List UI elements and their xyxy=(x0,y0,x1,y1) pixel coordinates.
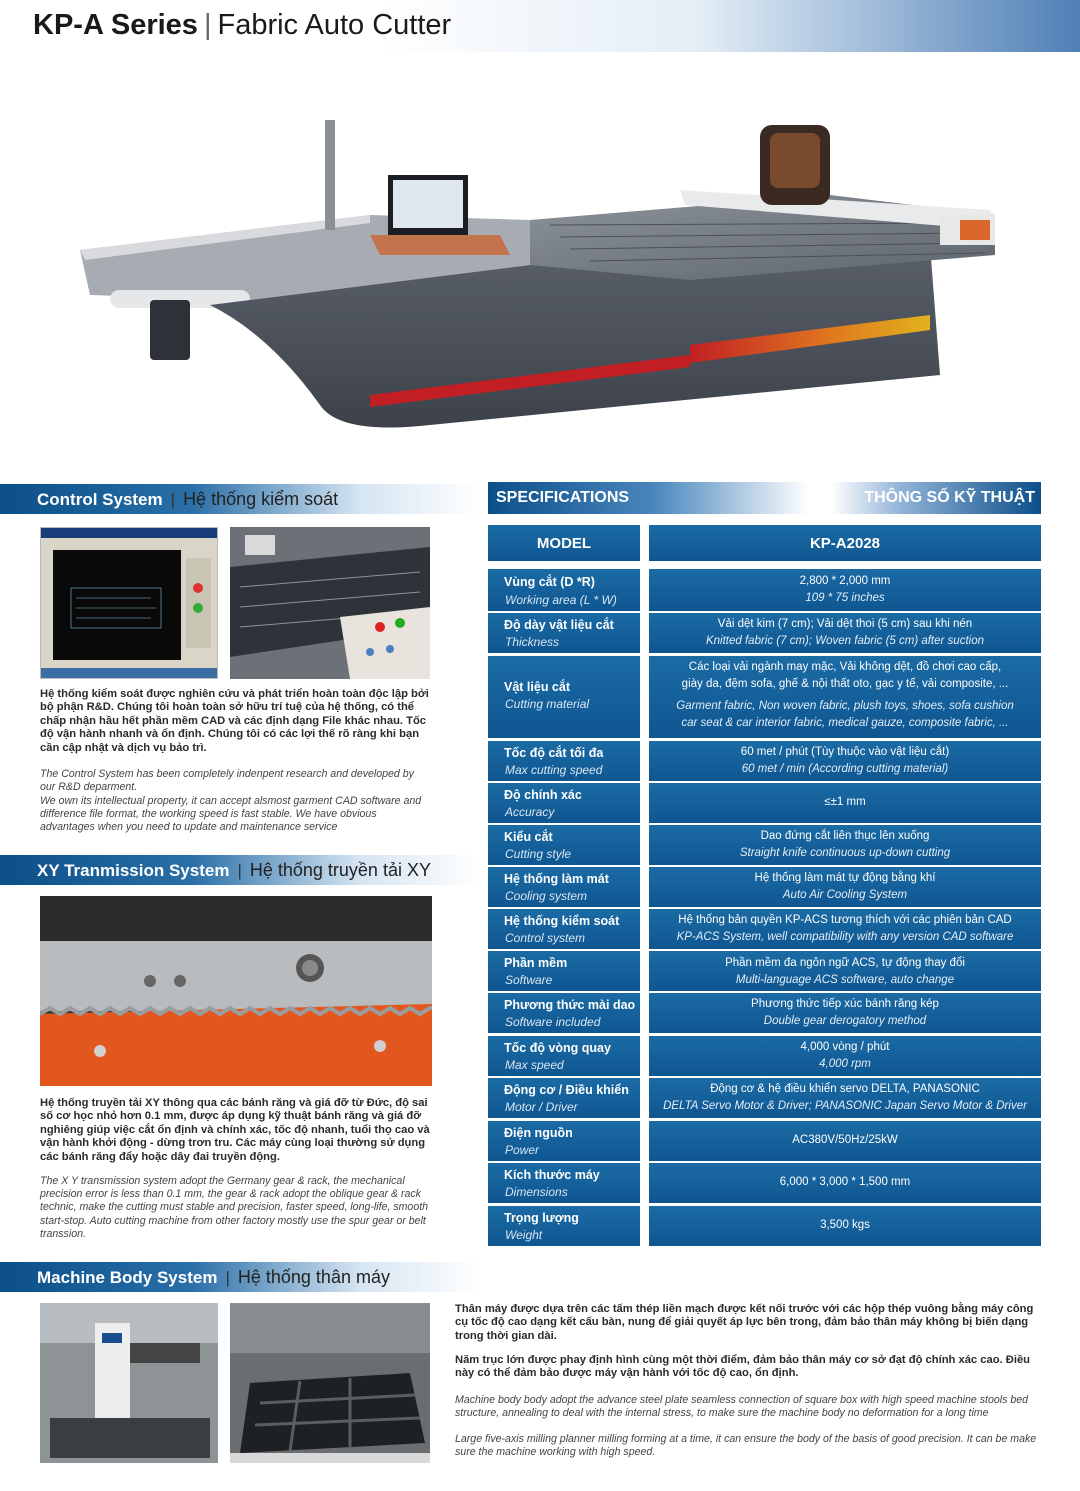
spec-value-vi: 6,000 * 3,000 * 1,500 mm xyxy=(779,1176,911,1188)
spec-header-row xyxy=(488,525,1041,561)
spec-row-dimensions xyxy=(488,1163,1041,1203)
specifications-banner xyxy=(488,482,1041,514)
xy-text-en: The X Y transmission system adopt the Germany gear & rack, the mechanical precision error is less than 0.1 mm, the gear & rack adopt the oblique gear & rack technic, make the cutting must stable and precision, faster speed, long-life, smooth start-stop. Auto cutting machine from other factory mostly use the spur gear or belt transsion. xyxy=(40,1175,429,1240)
xy-system-title-en: XY Tranmission System xyxy=(37,861,230,880)
spec-value-vi: Hệ thống làm mát tự động bằng khí xyxy=(754,872,936,884)
xy-system-banner xyxy=(0,855,480,885)
control-system-title-vi: Hệ thống kiểm soát xyxy=(183,489,339,509)
spec-row-rotation-speed xyxy=(488,1036,1041,1076)
spec-label-en: Power xyxy=(505,1143,540,1157)
spec-label-en: Software xyxy=(505,973,553,987)
spec-label-vi: Vật liệu cắt xyxy=(504,680,570,694)
spec-value-en: 60 met / min (According cutting material) xyxy=(741,762,949,775)
title-separator: | xyxy=(203,9,212,41)
spec-value-en: 4,000 rpm xyxy=(819,1057,871,1070)
spec-label-en: Motor / Driver xyxy=(505,1100,578,1114)
spec-row-motor-driver xyxy=(488,1078,1041,1118)
spec-label-vi: Độ dày vật liệu cắt xyxy=(504,618,614,632)
spec-value-vi: Phương thức tiếp xúc bánh răng kép xyxy=(751,998,939,1010)
spec-row-max-speed xyxy=(488,741,1041,781)
spec-row-knife-grinding xyxy=(488,993,1041,1033)
spec-value-vi: 2,800 * 2,000 mm xyxy=(799,575,891,587)
spec-value-vi: Hệ thống bản quyền KP-ACS tương thích với các phiên bản CAD xyxy=(678,914,1012,926)
body-text-vi-2: Năm trục lớn được phay định hình cùng một thời điểm, đảm bảo thân máy cơ sở đạt độ chính xác cao. Điều này có thể đảm bảo được máy vận hành với tốc độ cao, ổn định. xyxy=(455,1354,1030,1380)
spec-value-vi: 4,000 vòng / phút xyxy=(800,1041,890,1053)
spec-row-power xyxy=(488,1121,1041,1161)
page-title xyxy=(33,9,451,42)
spec-value-en: DELTA Servo Motor & Driver; PANASONIC Japan Servo Motor & Driver xyxy=(663,1099,1027,1112)
spec-label-vi: Điện nguồn xyxy=(504,1126,573,1140)
spec-value-en: Straight knife continuous up-down cutting xyxy=(739,846,951,859)
control-text-vi: Hệ thống kiểm soát được nghiên cứu và phát triển hoàn toàn độc lập bởi bộ phận R&D. Chúng tôi hoàn toàn sở hữu trí tuệ của hệ thống, có thể chấp nhận hầu hết phần mềm CAD và các định dạng File khác nhau. Tốc độ vận hành nhanh và ổn định. Chúng tôi có các lợi thế rõ ràng khi bạn cần cập nhật và dịch vụ bảo trì. xyxy=(40,688,429,754)
spec-value-en: Auto Air Cooling System xyxy=(782,888,908,901)
spec-label-vi: Trọng lượng xyxy=(504,1211,579,1225)
spec-value-vi: Dao đứng cắt liên thục lên xuống xyxy=(760,830,930,842)
spec-value-vi: 3,500 kgs xyxy=(820,1219,870,1231)
spec-value-en: KP-ACS System, well compatibility with any version CAD software xyxy=(676,930,1014,943)
spec-row-weight xyxy=(488,1206,1041,1246)
spec-label-vi: Kích thước máy xyxy=(504,1168,600,1182)
spec-row-working-area xyxy=(488,569,1041,611)
body-text-vi-1: Thân máy được dựa trên các tấm thép liền mạch được kết nối trước với các hộp thép vuông bằng máy công cụ tốc độ cao dạng kết cấu bàn, nung để giải quyết áp lực bên trong, đảm bảo thân máy không bị biến dạng trong thời gian dài. xyxy=(455,1303,1034,1342)
series-name: KP-A Series xyxy=(33,9,198,41)
spec-value-en: Double gear derogatory method xyxy=(763,1014,927,1027)
spec-label-vi: Phương thức mài dao xyxy=(504,998,636,1012)
specifications-title-vi: THÔNG SỐ KỸ THUẬT xyxy=(864,489,1035,506)
milling-machine-photo xyxy=(40,1303,218,1463)
spec-row-accuracy xyxy=(488,783,1041,823)
spec-label-en: Cutting style xyxy=(505,847,572,861)
spec-value-vi: Phần mềm đa ngôn ngữ ACS, tự động thay đổi xyxy=(725,957,965,969)
spec-value-vi: giày da, đệm sofa, ghế & nội thất oto, gạc y tế, vải composite, ... xyxy=(681,677,1009,690)
spec-label-en: Thickness xyxy=(505,635,560,649)
banner-separator: | xyxy=(170,490,176,509)
spec-label-vi: Hệ thống làm mát xyxy=(504,872,609,886)
spec-label-vi: Phần mềm xyxy=(504,956,568,970)
body-text-en-1: Machine body body adopt the advance steel plate seamless connection of square box with high speed machine stools bed structure, annealing to deal with the internal stress, to make sure the machine body no deformation for a long time xyxy=(455,1394,1029,1420)
spec-value-vi: Vải dệt kim (7 cm); Vải dệt thoi (5 cm) sau khi nén xyxy=(717,618,973,630)
spec-value-vi: ≤±1 mm xyxy=(824,796,866,808)
spec-label-vi: Độ chính xác xyxy=(504,788,582,802)
control-system-title-en: Control System xyxy=(37,490,163,509)
product-name: Fabric Auto Cutter xyxy=(217,9,452,41)
machine-body-title-vi: Hệ thống thân máy xyxy=(237,1267,390,1287)
spec-value-vi: Các loại vải ngành may mặc, Vải không dệt, đồ chơi cao cấp, xyxy=(688,661,1002,673)
spec-label-vi: Kiểu cắt xyxy=(504,830,553,844)
control-text-en-1: The Control System has been completely indenpent research and developed by our R&D deparment. xyxy=(40,768,414,794)
spec-label-en: Cutting material xyxy=(505,697,590,711)
spec-value-en: 109 * 75 inches xyxy=(805,591,885,604)
model-value: KP-A2028 xyxy=(809,535,881,552)
spec-value-en: car seat & car interior fabric, medical gauze, composite fabric, ... xyxy=(681,716,1009,729)
spec-label-en: Max cutting speed xyxy=(505,763,603,777)
spec-row-software xyxy=(488,951,1041,991)
banner-separator: | xyxy=(225,1268,230,1287)
control-software-screenshot xyxy=(40,527,218,679)
spec-label-vi: Vùng cắt (D *R) xyxy=(504,575,595,589)
spec-label-en: Weight xyxy=(505,1228,543,1242)
spec-row-control-system xyxy=(488,909,1041,949)
xy-text-vi: Hệ thống truyền tải XY thông qua các bánh răng và giá đỡ từ Đức, độ sai số cơ học nhỏ hơn 0.1 mm, được áp dụng kỹ thuật bánh răng và giá đỡ nghiêng giúp việc cắt ổn định và chính xác, tốc độ nhanh, tuổi thọ cao và vận hành khởi động - dừng trơn tru. Các máy cùng loại thường sử dụng các bánh răng đẩy hoặc dây đai truyền động. xyxy=(40,1097,430,1163)
model-label: MODEL xyxy=(536,535,592,552)
control-system-banner xyxy=(0,484,480,514)
spec-label-en: Dimensions xyxy=(505,1185,568,1199)
spec-label-en: Max speed xyxy=(505,1058,564,1072)
spec-label-vi: Tốc độ cắt tối đa xyxy=(504,746,604,760)
spec-value-en: Multi-language ACS software, auto change xyxy=(735,973,955,986)
spec-label-en: Software included xyxy=(505,1015,601,1029)
spec-row-cooling xyxy=(488,867,1041,907)
spec-row-cutting-style xyxy=(488,825,1041,865)
body-text-en-2: Large five-axis milling planner milling forming at a time, it can ensure the body of the basis of good precision. It can be make sure the machine working with high speed. xyxy=(455,1433,1037,1459)
banner-separator: | xyxy=(237,861,242,880)
spec-label-vi: Hệ thống kiểm soát xyxy=(504,914,620,928)
control-panel-photo xyxy=(230,527,430,679)
spec-label-en: Cooling system xyxy=(505,889,588,903)
spec-label-vi: Động cơ / Điều khiển xyxy=(504,1083,629,1097)
spec-value-en: Garment fabric, Non woven fabric, plush toys, shoes, sofa cushion xyxy=(676,700,1014,712)
specifications-title-en: SPECIFICATIONS xyxy=(496,489,630,506)
spec-label-en: Working area (L * W) xyxy=(505,593,617,607)
spec-label-vi: Tốc độ vòng quay xyxy=(504,1041,611,1055)
gear-rack-photo xyxy=(40,896,432,1086)
spec-row-thickness xyxy=(488,613,1041,653)
machine-hero-image xyxy=(70,105,1010,445)
machine-frame-photo xyxy=(230,1303,430,1463)
spec-value-vi: AC380V/50Hz/25kW xyxy=(792,1134,898,1146)
spec-value-vi: 60 met / phút (Tùy thuộc vào vật liệu cắt) xyxy=(740,746,950,758)
machine-body-title-en: Machine Body System xyxy=(37,1268,218,1287)
spec-value-en: Knitted fabric (7 cm); Woven fabric (5 cm) after suction xyxy=(705,634,984,647)
spec-row-cutting-material xyxy=(488,656,1041,738)
machine-body-banner xyxy=(0,1262,480,1292)
spec-label-en: Accuracy xyxy=(505,805,555,819)
xy-system-title-vi: Hệ thống truyền tải XY xyxy=(249,860,431,880)
page-header xyxy=(0,0,1080,52)
spec-value-vi: Động cơ & hệ điều khiển servo DELTA, PANASONIC xyxy=(710,1083,980,1095)
control-text-en-2: We own its intellectual property, it can accept alsmost garment CAD software and difference file format, the working speed is fast stable. We have obvious advantages when you need to update and maintenance service xyxy=(40,795,422,834)
spec-label-en: Control system xyxy=(505,931,586,945)
